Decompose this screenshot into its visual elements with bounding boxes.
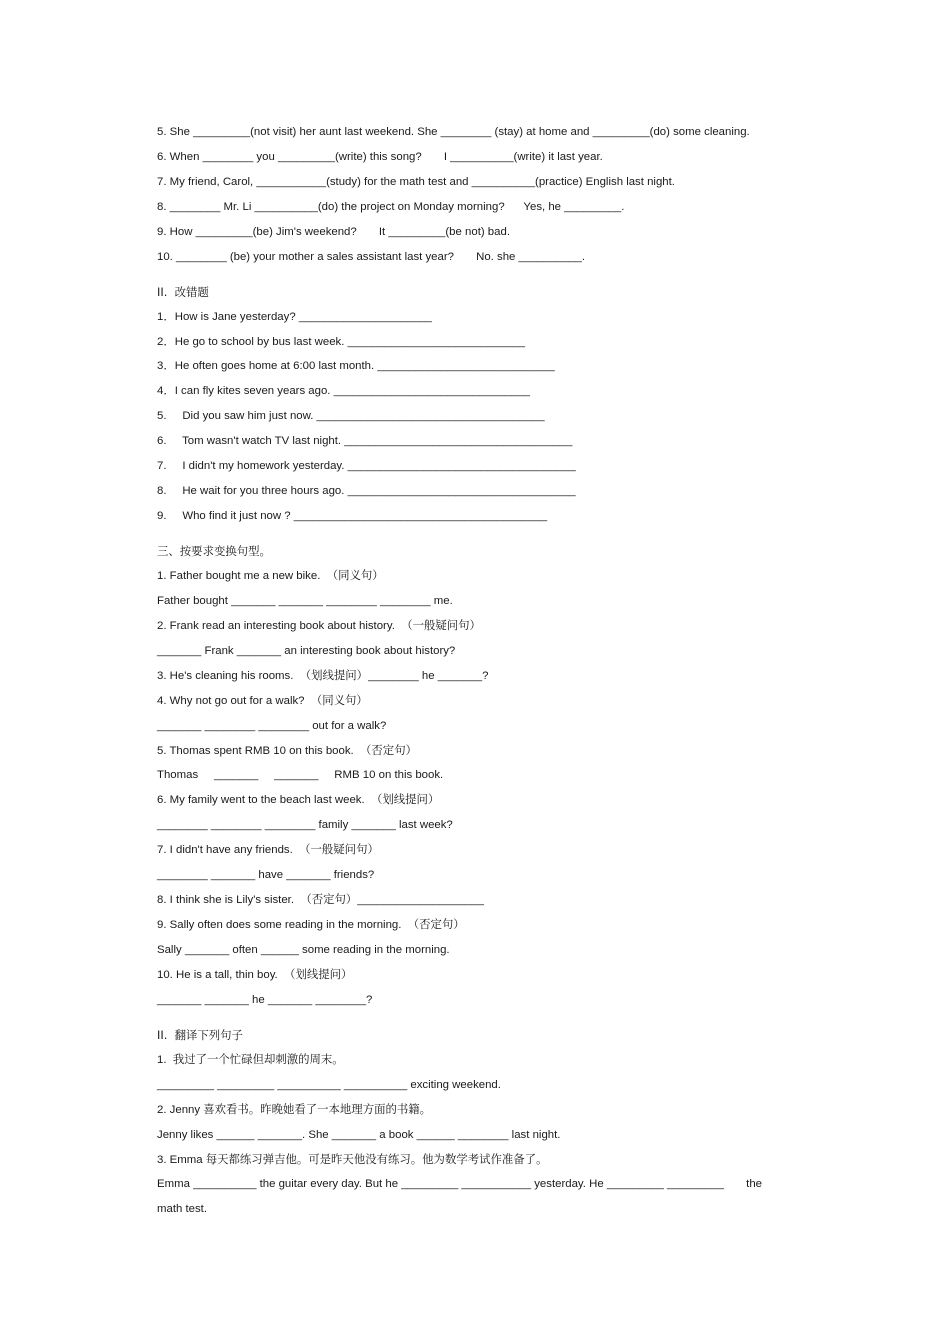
section-heading: II. 改错题 [157, 284, 209, 299]
exercise-line: 8. He wait for you three hours ago. ____________________________________ [157, 485, 576, 498]
exercise-line: 8. ________ Mr. Li __________(do) the project on Monday morning? Yes, he _________. [157, 200, 625, 213]
exercise-line: 5. Did you saw him just now. ____________________________________ [157, 410, 545, 423]
exercise-line: 7. My friend, Carol, ___________(study) for the math test and __________(practice) English last night. [157, 175, 675, 188]
section-spacer [157, 272, 817, 282]
exercise-line: 6. My family went to the beach last week. （划线提问） [157, 794, 440, 807]
exercise-line: 6. Tom wasn't watch TV last night. ____________________________________ [157, 435, 573, 448]
exercise-line: 1．How is Jane yesterday? _____________________ [157, 310, 432, 323]
exercise-line: _______ _______ he _______ ________? [157, 993, 373, 1006]
exercise-line: 5. She _________(not visit) her aunt last weekend. She ________ (stay) at home and _________(do) some cleaning. [157, 126, 750, 138]
exercise-line: 1. 我过了一个忙碌但却刺激的周末。 [157, 1053, 344, 1066]
exercise-line: 3．He often goes home at 6:00 last month. ____________________________ [157, 360, 555, 373]
exercise-line: Jenny likes ______ _______. She _______ a book ______ ________ last night. [157, 1128, 561, 1141]
section-spacer [157, 1015, 817, 1025]
error-correction-section [157, 282, 817, 531]
exercise-line: _________ _________ __________ __________ exciting weekend. [157, 1078, 501, 1091]
exercise-line: 7. I didn't have any friends. （一般疑问句） [157, 844, 379, 857]
exercise-line: 9. How _________(be) Jim's weekend? It _________(be not) bad. [157, 225, 510, 238]
exercise-line: 3. Emma 每天都练习弹吉他。可是昨天他没有练习。他为数学考试作准备了。 [157, 1153, 548, 1166]
exercise-line: 4. Why not go out for a walk? （同义句） [157, 694, 368, 707]
exercise-line: 10. ________ (be) your mother a sales assistant last year? No. she __________. [157, 250, 586, 263]
worksheet-page [157, 122, 817, 1224]
exercise-line: Sally _______ often ______ some reading in the morning. [157, 944, 450, 956]
exercise-line: 1. Father bought me a new bike. （同义句） [157, 569, 384, 582]
exercise-line: 10. He is a tall, thin boy. （划线提问） [157, 968, 353, 981]
exercise-line: ________ ________ ________ family _______ last week? [157, 819, 453, 832]
exercise-line: math test. [157, 1203, 208, 1216]
fill-in-section [157, 122, 817, 272]
exercise-line: ________ _______ have _______ friends? [157, 869, 375, 882]
exercise-line: Thomas _______ _______ RMB 10 on this book. [157, 769, 444, 782]
exercise-line: 2. Jenny 喜欢看书。昨晚她看了一本地理方面的书籍。 [157, 1103, 432, 1116]
section-heading: II. 翻译下列句子 [157, 1027, 243, 1042]
translation-section [157, 1025, 817, 1225]
exercise-line: _______ Frank _______ an interesting book about history? [157, 644, 456, 657]
exercise-line: 8. I think she is Lily's sister. （否定句）____________________ [157, 894, 484, 907]
exercise-line: 4．I can fly kites seven years ago. _______________________________ [157, 385, 531, 398]
exercise-line: 3. He's cleaning his rooms. （划线提问）________ he _______? [157, 669, 489, 682]
exercise-line: 2. Frank read an interesting book about history. （一般疑问句） [157, 619, 481, 632]
section-spacer [157, 531, 817, 541]
sentence-transformation-section [157, 541, 817, 1015]
exercise-line: 9. Who find it just now ? ________________________________________ [157, 510, 548, 523]
exercise-line: 6. When ________ you _________(write) this song? I __________(write) it last year. [157, 150, 603, 163]
exercise-line: Emma __________ the guitar every day. But he _________ ___________ yesterday. He _________ _________ the [157, 1178, 763, 1191]
exercise-line: 7. I didn't my homework yesterday. ____________________________________ [157, 460, 576, 473]
section-heading: 三、按要求变换句型。 [157, 544, 271, 558]
exercise-line: _______ ________ ________ out for a walk? [157, 719, 387, 732]
exercise-line: 9. Sally often does some reading in the morning. （否定句） [157, 919, 465, 932]
exercise-line: 2．He go to school by bus last week. ____________________________ [157, 335, 525, 348]
exercise-line: 5. Thomas spent RMB 10 on this book. （否定句） [157, 744, 417, 757]
exercise-line: Father bought _______ _______ ________ ________ me. [157, 594, 453, 607]
